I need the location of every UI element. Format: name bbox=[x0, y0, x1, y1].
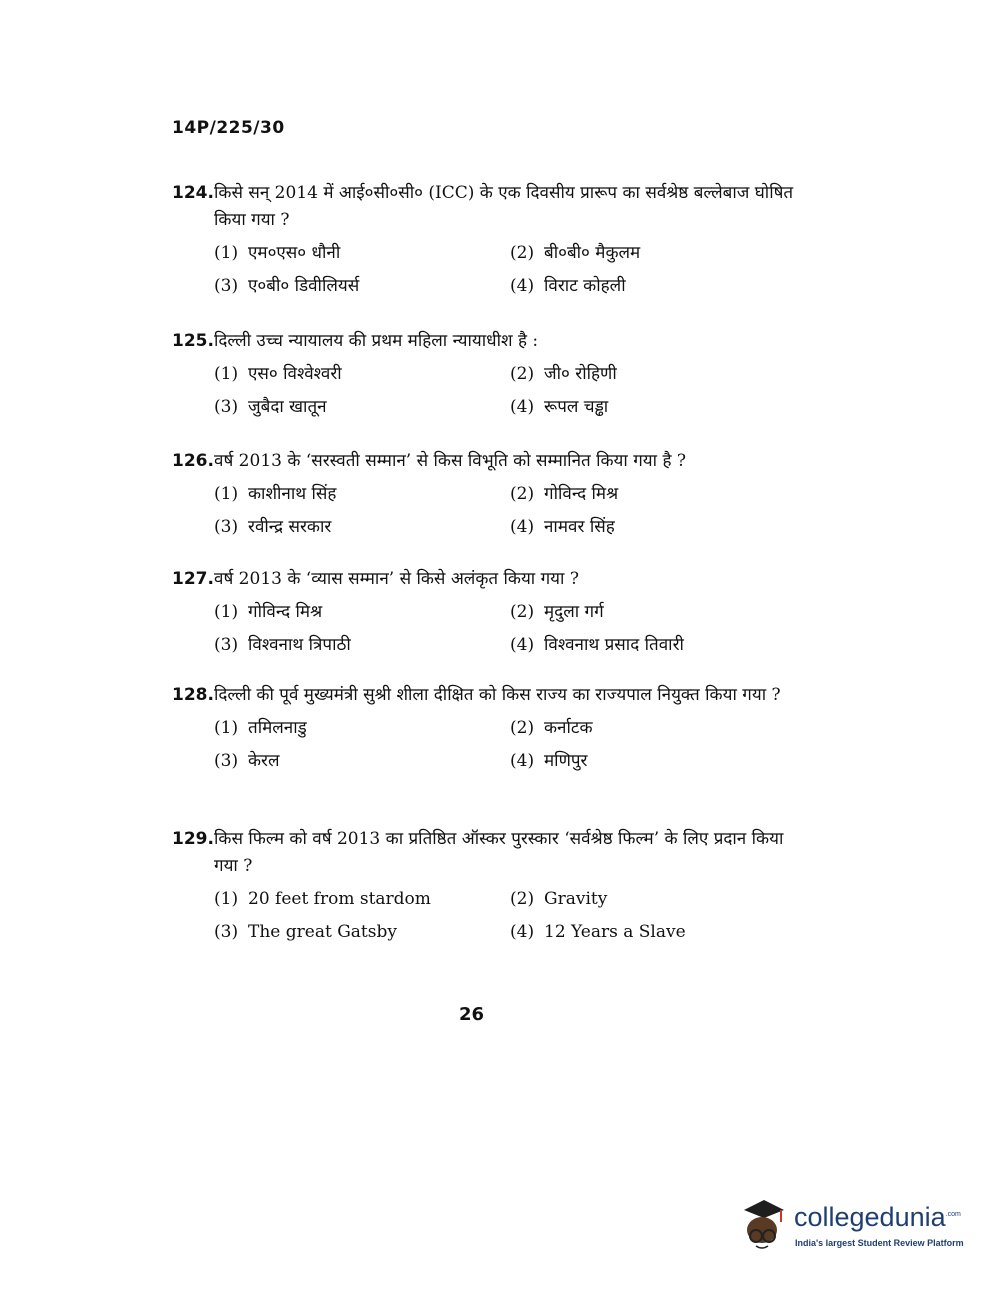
option-2: (2) मृदुला गर्ग bbox=[510, 602, 604, 622]
option-3: (3) जुबैदा खातून bbox=[214, 397, 327, 417]
option-2: (2) जी० रोहिणी bbox=[510, 364, 617, 384]
mascot-icon bbox=[734, 1196, 792, 1256]
option-1: (1) तमिलनाडु bbox=[214, 718, 307, 738]
option-4: (4) रूपल चड्ढा bbox=[510, 397, 609, 417]
question-text: दिल्ली उच्च न्यायालय की प्रथम महिला न्यायाधीश है : bbox=[214, 331, 539, 351]
question-text: वर्ष 2013 के ‘सरस्वती सम्मान’ से किस विभूति को सम्मानित किया गया है ? bbox=[214, 451, 687, 471]
question-number: 128. bbox=[172, 685, 214, 705]
option-3: (3) रवीन्द्र सरकार bbox=[214, 517, 332, 537]
question-number: 129. bbox=[172, 829, 214, 849]
option-2: (2) कर्नाटक bbox=[510, 718, 593, 738]
page-number: 26 bbox=[459, 1004, 485, 1025]
option-4: (4) विराट कोहली bbox=[510, 276, 626, 296]
option-3: (3) The great Gatsby bbox=[214, 922, 397, 942]
option-4: (4) मणिपुर bbox=[510, 751, 588, 771]
option-2: (2) गोविन्द मिश्र bbox=[510, 484, 619, 504]
option-1: (1) एम०एस० धौनी bbox=[214, 243, 341, 263]
option-1: (1) गोविन्द मिश्र bbox=[214, 602, 323, 622]
option-4: (4) नामवर सिंह bbox=[510, 517, 615, 537]
collegedunia-watermark bbox=[734, 1196, 964, 1256]
question-127 bbox=[172, 566, 812, 658]
question-126 bbox=[172, 448, 812, 540]
option-4: (4) विश्वनाथ प्रसाद तिवारी bbox=[510, 635, 684, 655]
question-text: वर्ष 2013 के ‘व्यास सम्मान’ से किसे अलंकृत किया गया ? bbox=[214, 569, 579, 589]
question-text: किस फिल्म को वर्ष 2013 का प्रतिष्ठित ऑस्कर पुरस्कार ‘सर्वश्रेष्ठ फिल्म’ के लिए प्रदान किया गया ? bbox=[214, 829, 784, 876]
option-3: (3) केरल bbox=[214, 751, 280, 771]
question-128 bbox=[172, 682, 812, 774]
question-number: 127. bbox=[172, 569, 214, 589]
question-number: 125. bbox=[172, 331, 214, 351]
question-number: 126. bbox=[172, 451, 214, 471]
brand-tagline: India's largest Student Review Platform bbox=[795, 1238, 964, 1248]
option-3: (3) ए०बी० डिवीलियर्स bbox=[214, 276, 360, 296]
page-code: 14P/225/30 bbox=[172, 118, 285, 138]
question-125 bbox=[172, 328, 812, 420]
question-text: दिल्ली की पूर्व मुख्यमंत्री सुश्री शीला दीक्षित को किस राज्य का राज्यपाल नियुक्त किया गया ? bbox=[214, 685, 781, 705]
option-3: (3) विश्वनाथ त्रिपाठी bbox=[214, 635, 351, 655]
option-1: (1) काशीनाथ सिंह bbox=[214, 484, 337, 504]
option-1: (1) एस० विश्वेश्वरी bbox=[214, 364, 342, 384]
option-2: (2) Gravity bbox=[510, 889, 608, 909]
option-1: (1) 20 feet from stardom bbox=[214, 889, 431, 909]
question-129 bbox=[172, 826, 812, 945]
brand-name: collegedunia$^{.com}$ bbox=[794, 1202, 961, 1232]
option-4: (4) 12 Years a Slave bbox=[510, 922, 686, 942]
question-text: किसे सन् 2014 में आई०सी०सी० (ICC) के एक दिवसीय प्रारूप का सर्वश्रेष्ठ बल्लेबाज घोषित किया गया ? bbox=[214, 183, 794, 230]
question-number: 124. bbox=[172, 183, 214, 203]
question-124 bbox=[172, 180, 812, 299]
option-2: (2) बी०बी० मैकुलम bbox=[510, 243, 641, 263]
